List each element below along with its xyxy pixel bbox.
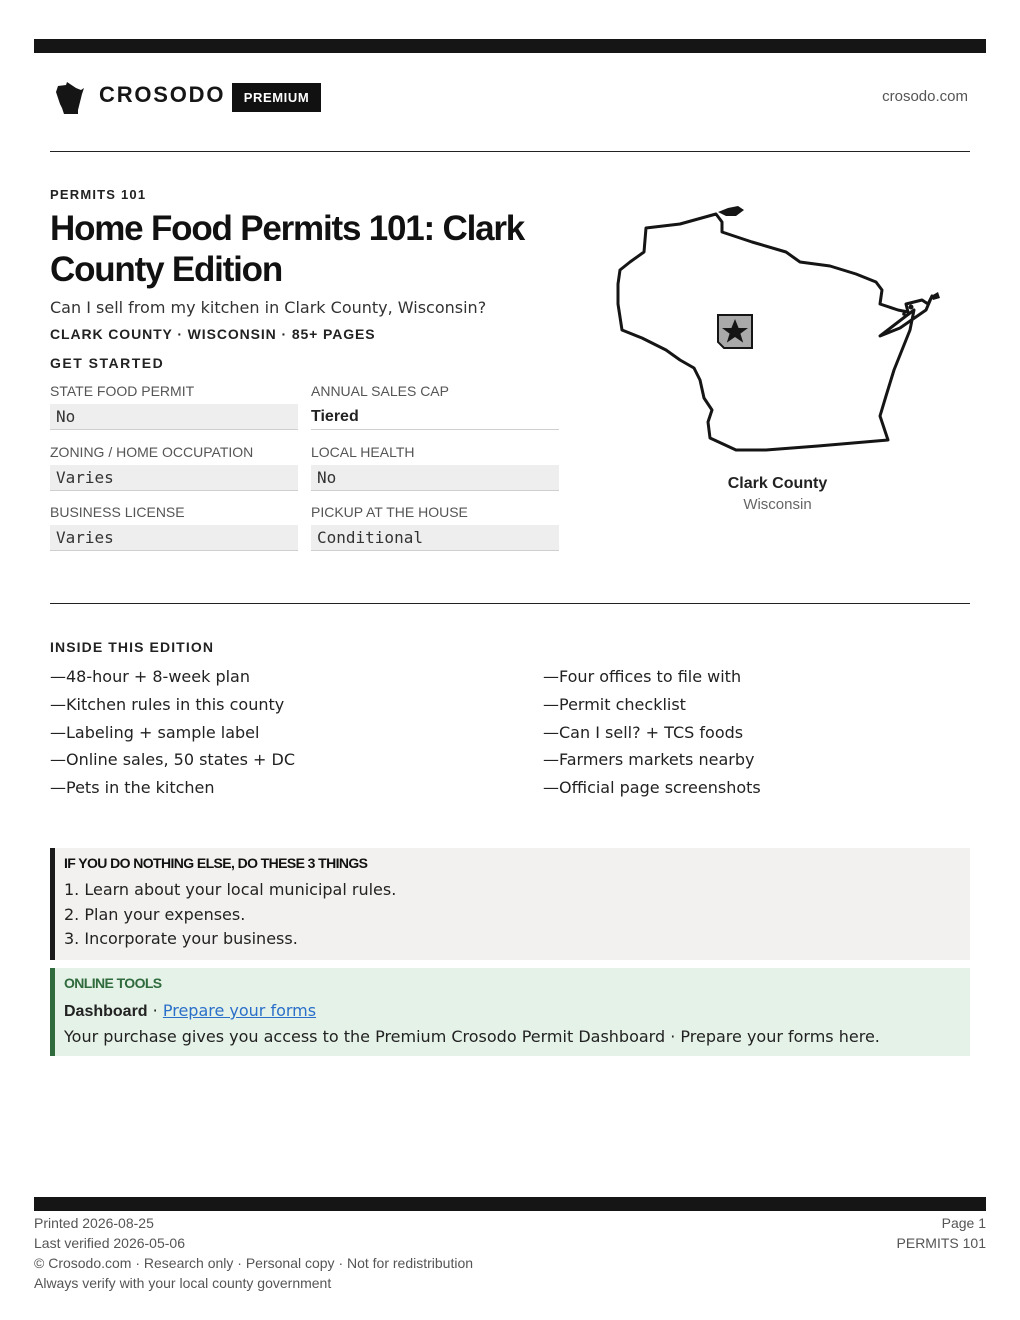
fact-label: ZONING / HOME OCCUPATION <box>50 444 254 460</box>
toc-item: —Kitchen rules in this county <box>50 694 285 714</box>
fact-label: LOCAL HEALTH <box>311 444 415 460</box>
prepare-forms-link[interactable]: Prepare your forms <box>162 1001 317 1020</box>
fact-state-food-permit <box>50 382 298 430</box>
toc-item: —48-hour + 8-week plan <box>50 667 250 686</box>
toc-item: —Official page screenshots <box>543 778 761 798</box>
page-subtitle: Can I sell from my kitchen in Clark County, Wisconsin? <box>50 298 487 317</box>
toc-item: —Labeling + sample label <box>50 722 260 742</box>
fact-label: PICKUP AT THE HOUSE <box>311 504 468 520</box>
bottom-rule-bar <box>34 1197 986 1211</box>
island-dot <box>909 305 914 310</box>
top-rule-bar <box>34 39 986 53</box>
verified-date: Last verified 2026-05-06 <box>34 1235 185 1251</box>
step-item: 3. Incorporate your business. <box>64 929 298 948</box>
fact-value: Tiered <box>311 404 559 430</box>
fact-value: No <box>50 404 298 430</box>
fact-local-health <box>311 443 559 491</box>
fact-label: STATE FOOD PERMIT <box>50 383 195 399</box>
fact-value: No <box>311 465 559 491</box>
edition-meta: CLARK COUNTY · WISCONSIN · 85+ PAGES <box>50 326 376 342</box>
online-tools-callout <box>50 968 970 1056</box>
fact-zoning <box>50 443 298 491</box>
fact-annual-sales-cap <box>311 382 559 430</box>
toc-item: —Can I sell? + TCS foods <box>543 722 744 742</box>
island-dot <box>902 312 906 316</box>
step-item: 1. Learn about your local municipal rules. <box>64 880 397 899</box>
copyright-notice: © Crosodo.com · Research only · Personal copy · Not for redistribution <box>34 1255 474 1271</box>
site-url[interactable]: crosodo.com <box>882 88 968 105</box>
section-divider <box>50 603 970 604</box>
wisconsin-state-icon <box>54 80 86 116</box>
premium-badge: PREMIUM <box>232 83 321 112</box>
toc-item: —Online sales, 50 states + DC <box>50 750 296 770</box>
three-things-callout <box>50 848 970 960</box>
fact-value: Conditional <box>311 525 559 551</box>
fact-label: ANNUAL SALES CAP <box>311 383 449 399</box>
toc-item: —Pets in the kitchen <box>50 778 215 798</box>
footer-left <box>34 1213 473 1293</box>
fact-value: Varies <box>50 525 298 551</box>
header-divider <box>50 151 970 152</box>
toc-item: —Permit checklist <box>543 694 686 714</box>
tools-title: ONLINE TOOLS <box>64 975 162 991</box>
wisconsin-map <box>610 200 950 460</box>
wisconsin-outline <box>618 214 932 450</box>
header <box>50 78 970 118</box>
step-item: 2. Plan your expenses. <box>64 904 246 924</box>
fact-pickup <box>311 503 559 551</box>
fact-label: BUSINESS LICENSE <box>50 504 185 520</box>
toc-item: —Farmers markets nearby <box>543 750 755 770</box>
inside-edition-heading: INSIDE THIS EDITION <box>50 639 215 655</box>
map-state-label: Wisconsin <box>743 496 812 513</box>
fact-business-license <box>50 503 298 551</box>
map-county-label: Clark County <box>727 475 828 492</box>
star-marker-icon <box>718 315 752 348</box>
lake-superior-islands <box>718 206 744 216</box>
separator: · <box>147 1001 163 1020</box>
toc-item: —Four offices to file with <box>543 667 742 686</box>
toc-left <box>50 666 295 805</box>
get-started-heading: GET STARTED <box>50 355 165 371</box>
verify-disclaimer: Always verify with your local county government <box>34 1275 332 1291</box>
tools-line <box>64 1001 970 1025</box>
toc-right <box>543 666 761 805</box>
callout-title: IF YOU DO NOTHING ELSE, DO THESE 3 THINGS <box>64 855 368 871</box>
brand-name[interactable]: CROSODO <box>99 82 226 107</box>
fact-value: Varies <box>50 465 298 491</box>
footer-section: PERMITS 101 <box>896 1235 986 1251</box>
tools-description: Your purchase gives you access to the Premium Crosodo Permit Dashboard · Prepare your forms here. <box>64 1027 880 1046</box>
steps-list <box>64 879 970 953</box>
page-number: Page 1 <box>941 1215 986 1231</box>
section-kicker: PERMITS 101 <box>50 187 147 202</box>
footer-right <box>897 1213 986 1253</box>
dashboard-label: Dashboard <box>64 1003 148 1020</box>
printed-date: Printed 2026-08-25 <box>34 1215 154 1231</box>
page-title: Home Food Permits 101: Clark County Edition <box>50 209 525 289</box>
